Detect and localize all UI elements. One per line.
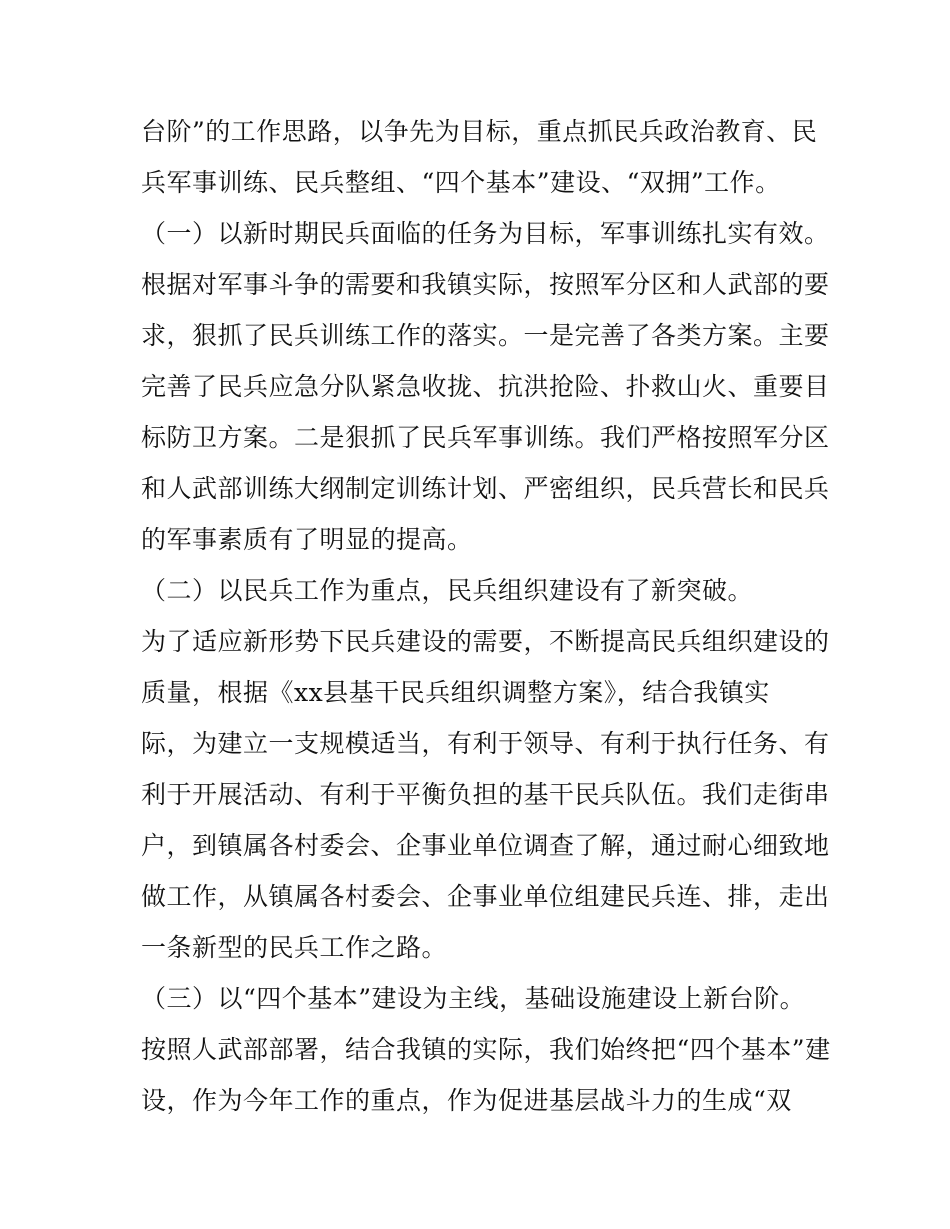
section-heading-1: （一）以新时期民兵面临的任务为目标，军事训练扎实有效。 [141, 219, 830, 248]
section-heading-2: （二）以民兵工作为重点，民兵组织建设有了新突破。 [141, 576, 754, 605]
text-line: 为了适应新形势下民兵建设的需要，不断提高民兵组织建设的 [141, 627, 830, 656]
text-line: 标防卫方案。二是狠抓了民兵军事训练。我们严格按照军分区 [141, 423, 830, 452]
text-line: 和人武部训练大纲制定训练计划、严密组织，民兵营长和民兵 [141, 474, 830, 503]
text-line: 台阶”的工作思路，以争先为目标，重点抓民兵政治教育、民 [141, 117, 818, 146]
text-line: 户，到镇属各村委会、企事业单位调查了解，通过耐心细致地 [141, 831, 830, 860]
text-line: 一条新型的民兵工作之路。 [141, 933, 448, 962]
text-line: 的军事素质有了明显的提高。 [141, 525, 473, 554]
body-text [141, 106, 831, 1126]
text-line: 求，狠抓了民兵训练工作的落实。一是完善了各类方案。主要 [141, 321, 830, 350]
text-line: 兵军事训练、民兵整组、“四个基本”建设、“双拥”工作。 [141, 168, 781, 197]
text-line: 按照人武部部署，结合我镇的实际，我们始终把“四个基本”建 [141, 1035, 831, 1064]
text-line: 质量，根据《xx县基干民兵组织调整方案》，结合我镇实 [141, 678, 770, 707]
text-line: 做工作，从镇属各村委会、企事业单位组建民兵连、排，走出 [141, 882, 830, 911]
text-line: 根据对军事斗争的需要和我镇实际，按照军分区和人武部的要 [141, 270, 830, 299]
text-line: 际，为建立一支规模适当，有利于领导、有利于执行任务、有 [141, 729, 830, 758]
section-heading-3: （三）以“四个基本”建设为主线，基础设施建设上新台阶。 [141, 984, 806, 1013]
text-line: 设，作为今年工作的重点，作为促进基层战斗力的生成“双 [141, 1086, 792, 1115]
text-line: 完善了民兵应急分队紧急收拢、抗洪抢险、扑救山火、重要目 [141, 372, 830, 401]
text-line: 利于开展活动、有利于平衡负担的基干民兵队伍。我们走街串 [141, 780, 830, 809]
